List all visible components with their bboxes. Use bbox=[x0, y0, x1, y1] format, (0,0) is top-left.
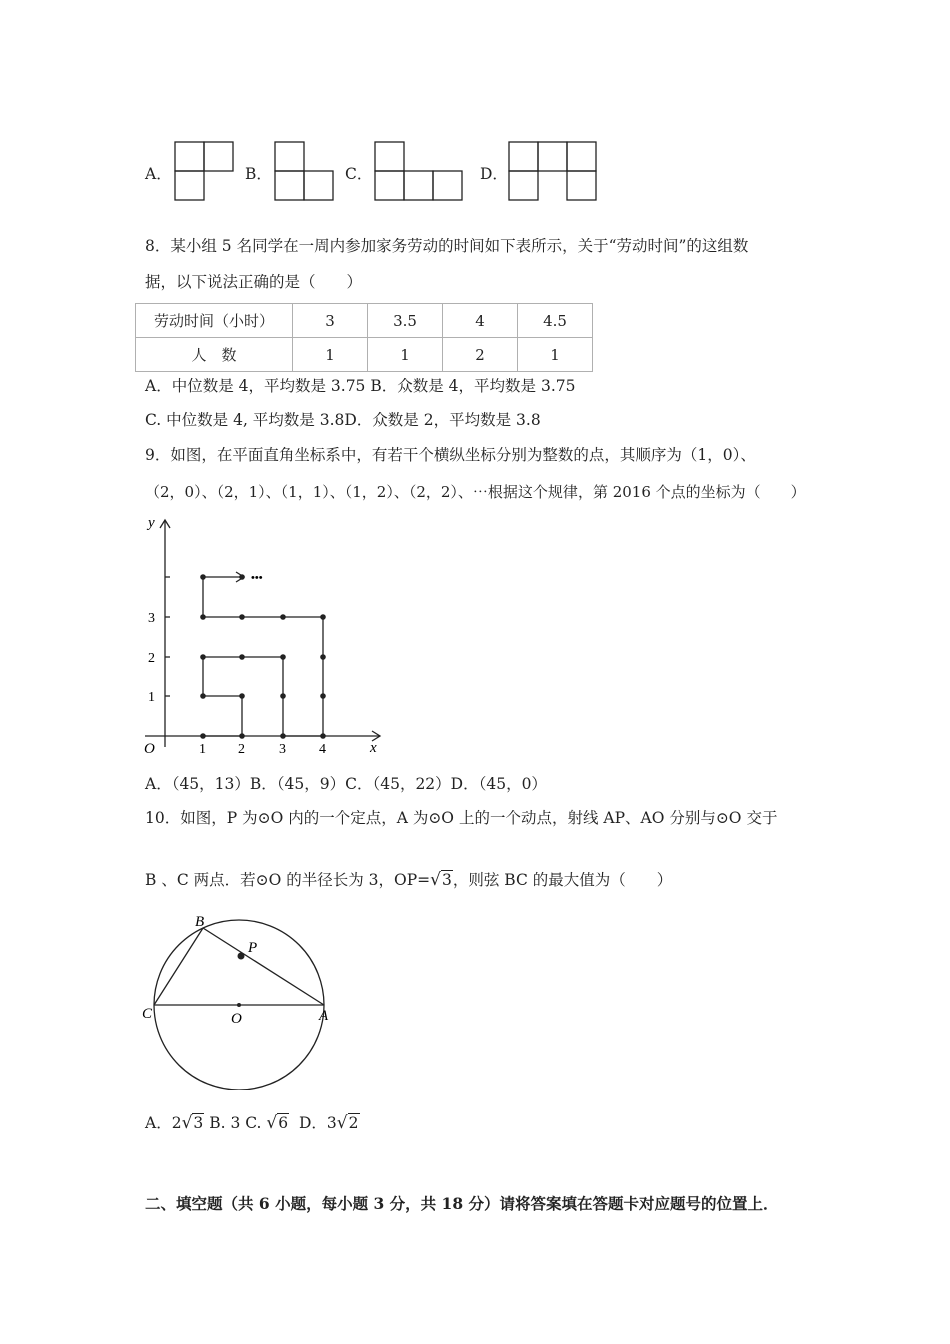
q10-option-d-prefix: D．3 bbox=[289, 1114, 337, 1132]
origin-label: O bbox=[144, 741, 155, 757]
point-o-label: O bbox=[231, 1011, 242, 1027]
y-axis-label: y bbox=[148, 515, 155, 531]
q10-stem-text-b: ，则弦 BC 的最大值为（ ） bbox=[452, 871, 673, 889]
y-tick-label: 1 bbox=[148, 690, 155, 705]
q9-stem-line2: （2，0）、（2，1）、（1，1）、（1，2）、（2，2）、⋯根据这个规律，第 2016 个点的坐标为（ ） bbox=[145, 483, 806, 501]
q10-option-a-prefix: A．2 bbox=[145, 1114, 182, 1132]
sqrt-symbol: √ bbox=[266, 1113, 278, 1133]
sqrt-symbol: √ bbox=[430, 870, 441, 890]
sqrt-radicand: 3 bbox=[193, 1114, 204, 1132]
table-cell: 3 bbox=[293, 304, 368, 338]
q10-stem-line1: 10．如图，P 为⊙O 内的一个定点，A 为⊙O 上的一个动点，射线 AP、AO 分别与⊙O 交于 bbox=[145, 809, 778, 827]
sqrt-radicand: 6 bbox=[278, 1114, 289, 1132]
table-cell: 人 数 bbox=[136, 338, 293, 372]
q10-stem-line2 bbox=[145, 869, 672, 891]
sqrt-symbol: √ bbox=[181, 1113, 193, 1133]
q7-option-d-figure bbox=[508, 141, 600, 201]
table-cell: 1 bbox=[368, 338, 443, 372]
y-tick-label: 3 bbox=[148, 611, 155, 626]
q9-coordinate-graph bbox=[140, 510, 390, 760]
point-c-label: C bbox=[142, 1006, 153, 1022]
table-cell: 4 bbox=[443, 304, 518, 338]
q10-option-b-c-text: B. 3 C. bbox=[204, 1114, 267, 1132]
x-tick-label: 3 bbox=[279, 742, 286, 757]
table-cell: 3.5 bbox=[368, 304, 443, 338]
q10-circle-figure bbox=[140, 910, 340, 1090]
q8-table bbox=[135, 303, 593, 372]
x-axis-label: x bbox=[370, 740, 377, 756]
y-tick-label: 2 bbox=[148, 651, 155, 666]
ellipsis: ••• bbox=[251, 572, 263, 584]
q10-stem-text-a: B 、C 两点．若⊙O 的半径长为 3，OP= bbox=[145, 871, 431, 889]
table-cell: 1 bbox=[293, 338, 368, 372]
x-tick-label: 2 bbox=[238, 742, 245, 757]
table-row bbox=[136, 338, 593, 372]
sqrt-radicand: 3 bbox=[441, 871, 452, 889]
q8-stem-line2: 据，以下说法正确的是（ ） bbox=[145, 273, 363, 291]
point-b-label: B bbox=[195, 914, 205, 930]
q7-option-c-figure bbox=[374, 141, 466, 201]
table-cell: 1 bbox=[518, 338, 593, 372]
q7-option-b-figure bbox=[274, 141, 336, 201]
q9-stem-line1: 9．如图，在平面直角坐标系中，有若干个横纵坐标分别为整数的点，其顺序为（1，0）、 bbox=[145, 446, 756, 464]
x-tick-label: 1 bbox=[199, 742, 206, 757]
q7-option-a-figure bbox=[174, 141, 236, 201]
q9-options: A．（45，13）B．（45，9）C．（45，22）D．（45，0） bbox=[145, 775, 547, 793]
point-p-label: P bbox=[248, 940, 258, 956]
point-a-label: A bbox=[319, 1008, 329, 1024]
q8-options-line1: A．中位数是 4，平均数是 3.75 B．众数是 4，平均数是 3.75 bbox=[145, 377, 576, 395]
section2-heading: 二、填空题（共 6 小题，每小题 3 分，共 18 分）请将答案填在答题卡对应题号的位置上． bbox=[145, 1194, 779, 1213]
sqrt-symbol: √ bbox=[336, 1113, 348, 1133]
table-cell: 劳动时间（小时） bbox=[136, 304, 293, 338]
q8-stem-line1: 8．某小组 5 名同学在一周内参加家务劳动的时间如下表所示，关于“劳动时间”的这组数 bbox=[145, 237, 749, 255]
x-tick-label: 4 bbox=[319, 742, 326, 757]
table-cell: 2 bbox=[443, 338, 518, 372]
q8-options-line2: C. 中位数是 4, 平均数是 3.8D．众数是 2，平均数是 3.8 bbox=[145, 411, 541, 429]
q7-option-d-label: D． bbox=[480, 165, 508, 183]
table-row bbox=[136, 304, 593, 338]
table-cell: 4.5 bbox=[518, 304, 593, 338]
q10-options bbox=[145, 1112, 360, 1134]
sqrt-radicand: 2 bbox=[348, 1114, 359, 1132]
q7-option-a-label: A． bbox=[145, 165, 172, 183]
q7-option-c-label: C． bbox=[345, 165, 373, 183]
q7-option-b-label: B． bbox=[245, 165, 272, 183]
